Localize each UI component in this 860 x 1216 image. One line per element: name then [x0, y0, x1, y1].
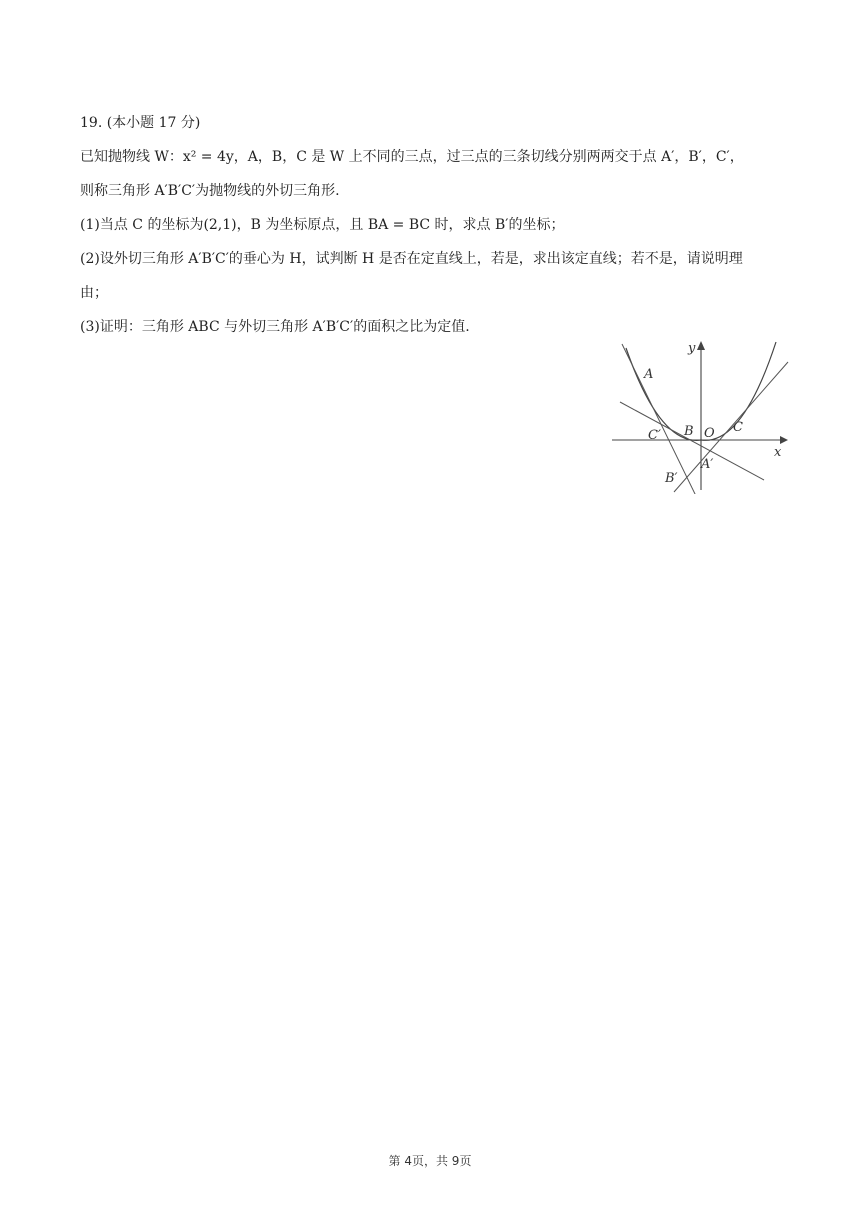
tangent-line-at-a — [622, 344, 696, 494]
label-o: O — [704, 426, 715, 441]
question-stem-line-1: 已知抛物线 W：x² = 4y，A，B，C 是 W 上不同的三点，过三点的三条切线分别两两交于点 A′，B′，C′， — [80, 149, 744, 165]
label-y-axis: y — [688, 341, 696, 356]
page-footer: 第 4页，共 9页 — [388, 1154, 472, 1168]
question-stem-line-2: 则称三角形 A′B′C′为抛物线的外切三角形. — [80, 183, 340, 199]
label-c: C — [733, 420, 743, 435]
label-b: B — [684, 424, 694, 439]
parabola-figure — [608, 338, 790, 494]
y-axis-arrow — [697, 341, 705, 350]
question-part-3: (3)证明：三角形 ABC 与外切三角形 A′B′C′的面积之比为定值. — [80, 319, 470, 335]
label-c-prime: C′ — [648, 428, 661, 443]
question-number: 19. (本小题 17 分) — [80, 115, 201, 131]
question-part-2-line-2: 由； — [80, 285, 108, 301]
x-axis-arrow — [780, 436, 788, 444]
label-a: A — [644, 367, 654, 382]
question-part-2-line-1: (2)设外切三角形 A′B′C′的垂心为 H，试判断 H 是否在定直线上，若是，求出该定直线；若不是，请说明理 — [80, 251, 743, 267]
label-x-axis: x — [774, 445, 782, 460]
question-part-1: (1)当点 C 的坐标为(2,1)，B 为坐标原点，且 BA = BC 时，求点 B′的坐标； — [80, 217, 565, 233]
label-b-prime: B′ — [665, 471, 678, 486]
label-a-prime: A′ — [701, 457, 714, 472]
